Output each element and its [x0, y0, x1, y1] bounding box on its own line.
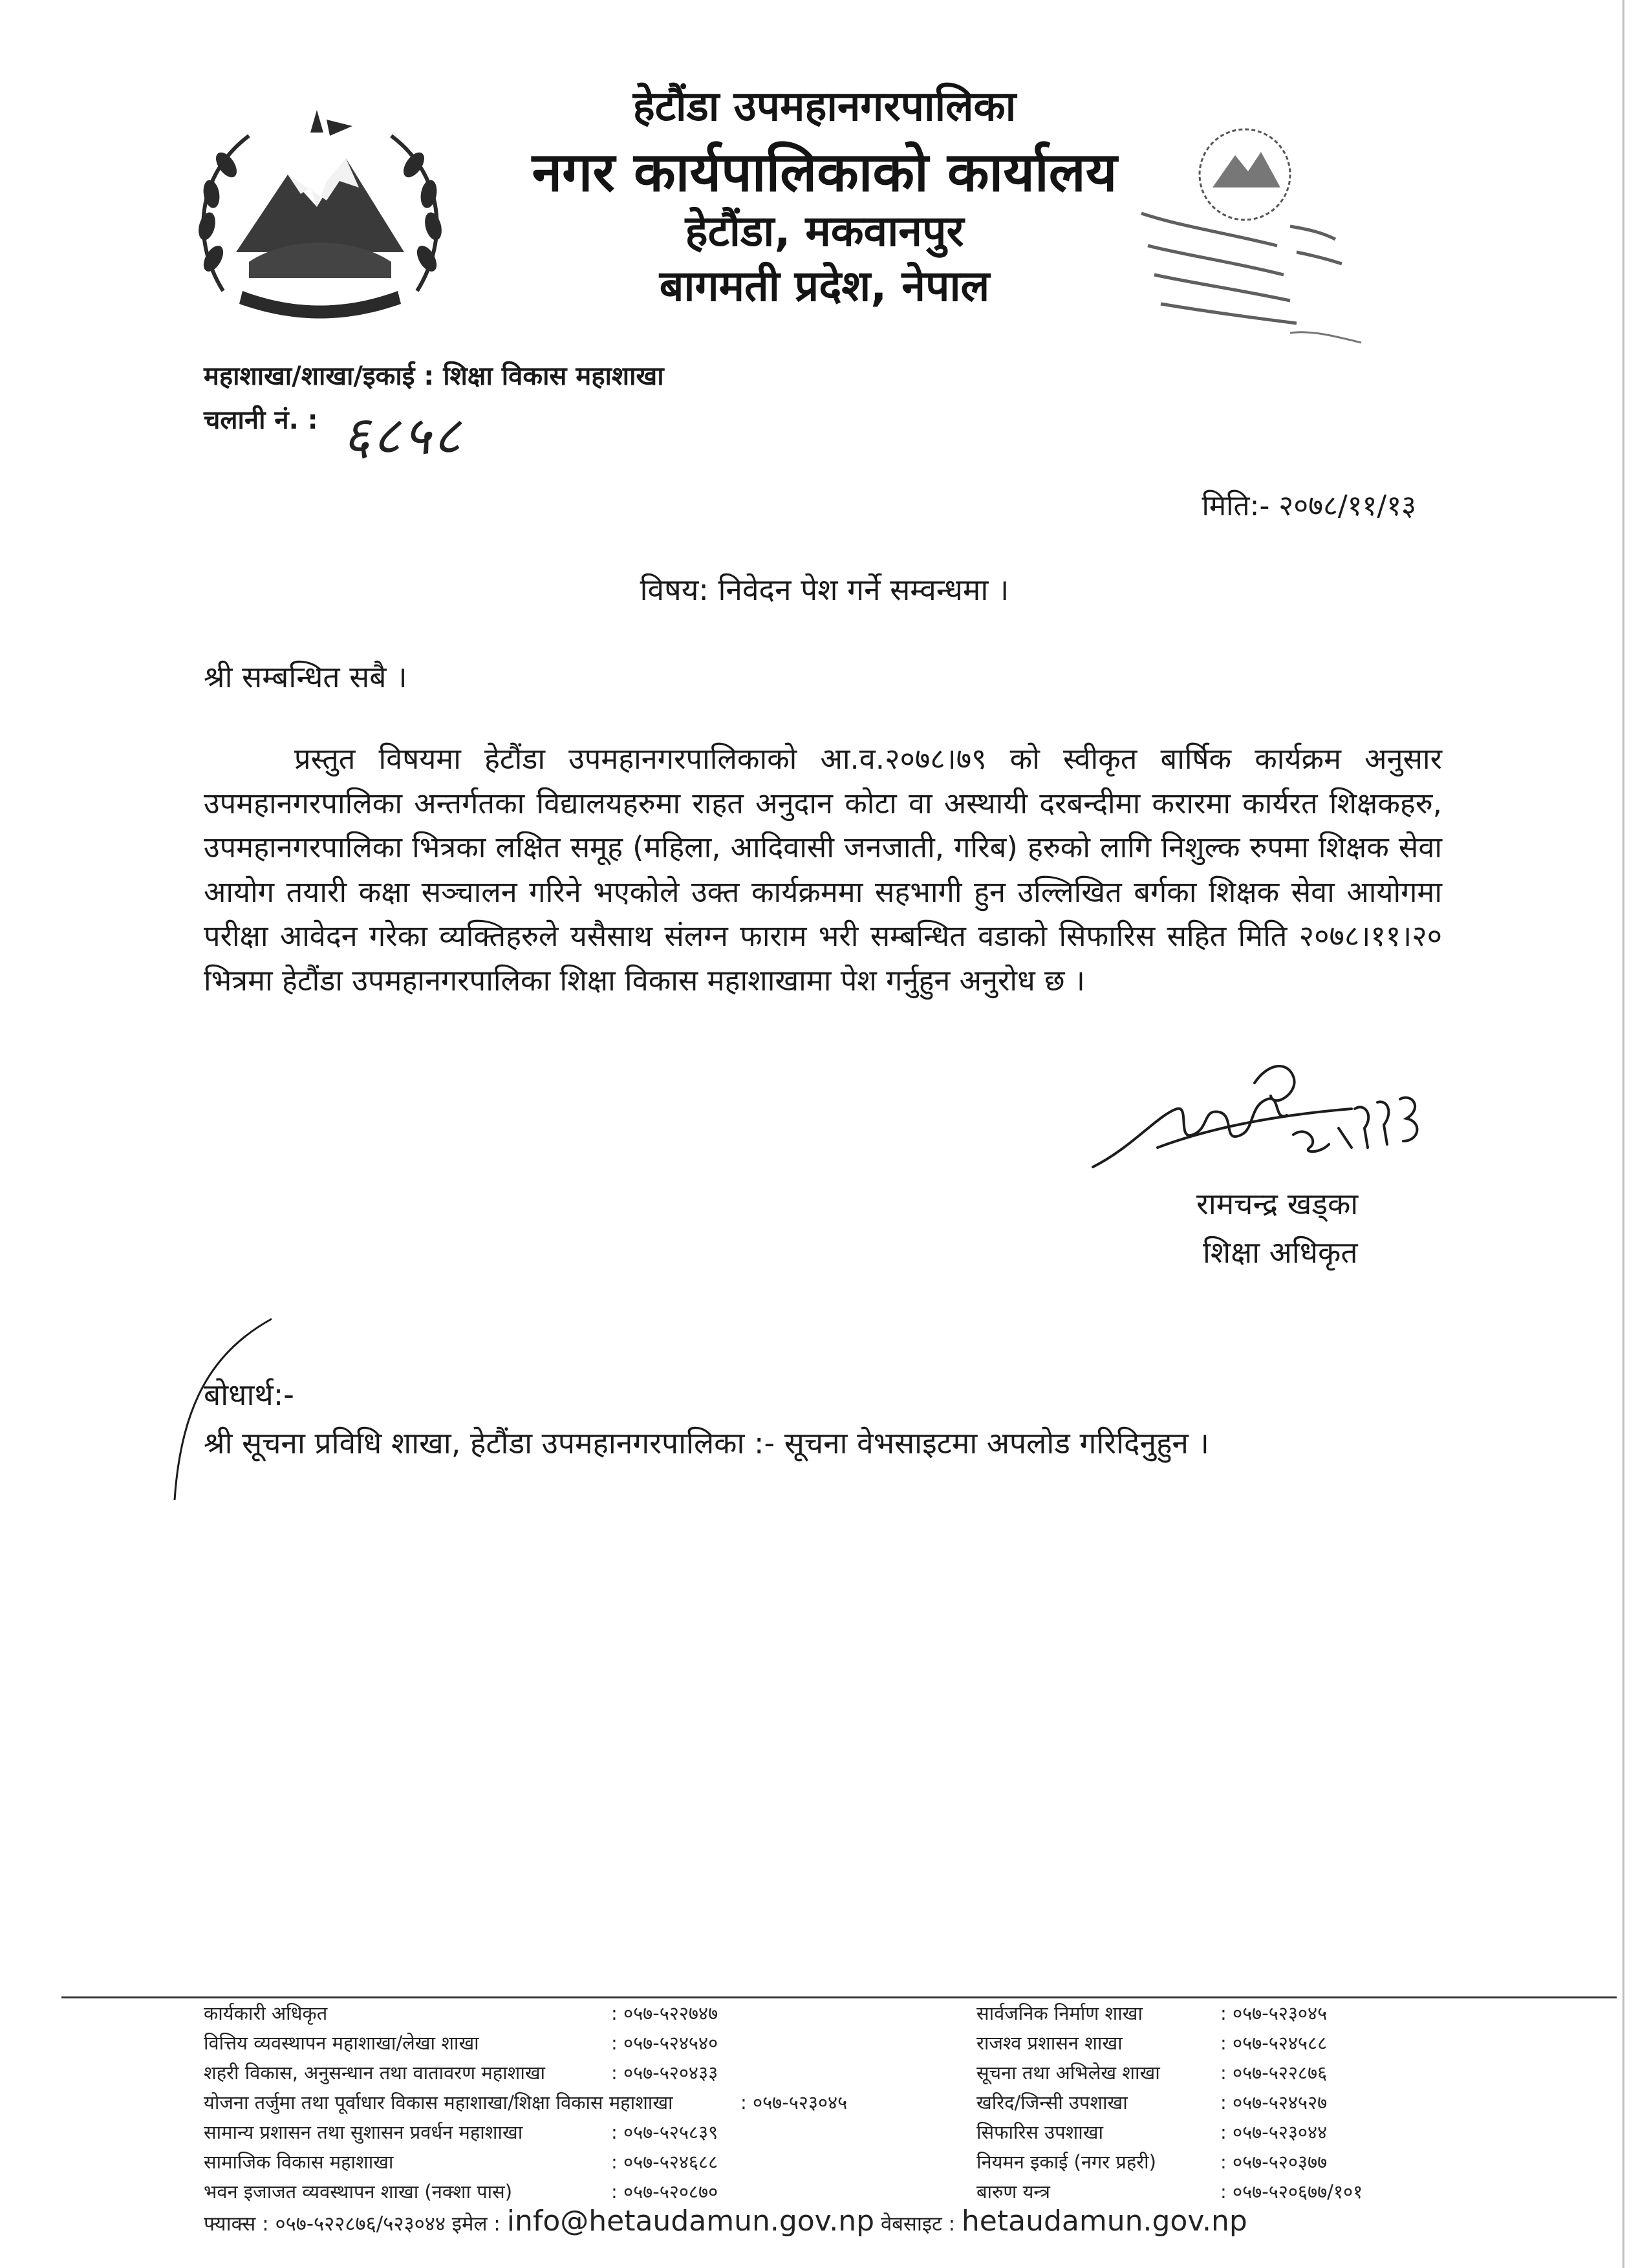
cc-label: बोधार्थ:- [204, 1377, 294, 1412]
branch-line: महाशाखा/शाखा/इकाई : शिक्षा विकास महाशाखा [204, 361, 664, 391]
dispatch-number: ६८५८ [343, 405, 464, 467]
footer-office-phone: : ०५७-५२४६८८ [611, 2151, 718, 2173]
footer-office-name: राजश्व प्रशासन शाखा [976, 2032, 1123, 2054]
footer-office-phone: : ०५७-५२०६७७/१०१ [1220, 2181, 1363, 2203]
email-label: इमेल : [451, 2212, 501, 2236]
office-name-line1: हेटौंडा उपमहानगरपालिका [632, 83, 1017, 131]
letter-subject: विषय: निवेदन पेश गर्ने सम्वन्धमा । [640, 572, 1009, 607]
footer-office-phone: : ०५७-५२३०४५ [1220, 2002, 1328, 2024]
signature-icon [1080, 1038, 1442, 1193]
footer-office-name: कार्यकारी अधिकृत [204, 2002, 328, 2024]
signer-title: शिक्षा अधिकृत [1203, 1235, 1358, 1270]
footer-office-name: शहरी विकास, अनुसन्धान तथा वातावरण महाशाखा [204, 2062, 546, 2084]
footer-office-name: नियमन इकाई (नगर प्रहरी) [976, 2151, 1156, 2173]
footer-office-phone: : ०५७-५२०८७० [611, 2181, 718, 2203]
footer-contact-line [204, 2205, 1247, 2238]
footer-office-phone: : ०५७-५२२८७६ [1220, 2062, 1328, 2084]
footer-row [204, 2030, 1626, 2060]
footer-office-phone: : ०५७-५२५८३९ [611, 2121, 718, 2143]
email-address[interactable]: info@hetaudamun.gov.np [506, 2205, 875, 2238]
website-link[interactable]: hetaudamun.gov.np [961, 2205, 1247, 2238]
letter-salutation: श्री सम्बन्धित सबै । [204, 659, 407, 694]
footer-office-phone: : ०५७-५२४५४० [611, 2032, 718, 2054]
office-stamp-icon [1128, 116, 1387, 349]
signer-name: रामचन्द्र खड्का [1196, 1186, 1359, 1221]
footer-office-phone: : ०५७-५२२७४७ [611, 2002, 718, 2024]
footer-divider [61, 1996, 1617, 1998]
dispatch-label: चलानी नं. : [204, 405, 318, 435]
scan-edge-line [1622, 0, 1624, 2268]
office-address-line1: हेटौंडा, मकवानपुर [685, 206, 964, 256]
footer-row [204, 2149, 1626, 2179]
footer-office-name: सूचना तथा अभिलेख शाखा [976, 2062, 1160, 2084]
footer-row [204, 2119, 1626, 2149]
footer-office-name: सिफारिस उपशाखा [976, 2121, 1104, 2143]
office-name-line2: नगर कार्यपालिकाको कार्यालय [532, 140, 1117, 204]
footer-row [204, 2090, 1626, 2119]
footer-office-name: वित्तिय व्यवस्थापन महाशाखा/लेखा शाखा [204, 2032, 479, 2054]
footer-office-name: बारुण यन्त्र [976, 2181, 1050, 2203]
fax-label: फ्याक्स : ०५७-५२२८७६/५२३०४४ [204, 2212, 446, 2236]
footer-office-phone: : ०५७-५२०४३३ [611, 2062, 718, 2084]
footer-office-name: सार्वजनिक निर्माण शाखा [976, 2002, 1143, 2024]
footer-office-phone: : ०५७-५२४५८८ [1220, 2032, 1328, 2054]
footer-office-name: खरिद/जिन्सी उपशाखा [976, 2091, 1128, 2113]
footer-office-name: योजना तर्जुमा तथा पूर्वाधार विकास महाशाखा/शिक्षा विकास महाशाखा [204, 2091, 673, 2113]
office-address-line2: बागमती प्रदेश, नेपाल [659, 261, 990, 311]
website-label: वेबसाइट : [880, 2212, 956, 2236]
footer-row [204, 2060, 1626, 2090]
letter-body: प्रस्तुत विषयमा हेटौंडा उपमहानगरपालिकाको आ.व.२०७८।७९ को स्वीकृत बार्षिक कार्यक्रम अनुसार उपमहानगरपालिका अन्तर्गतका विद्यालयहरुमा राहत अनुदान कोटा वा अस्थायी दरबन्दीमा करारमा कार्यरत शिक्षकहरु, उपमहानगरपालिका भित्रका लक्षित समूह (महिला, आदिवासी जनजाती, गरिब) हरुको लागि निशुल्क रुपमा शिक्षक सेवा आयोग तयारी कक्षा सञ्चालन गरिने भएकोले उक्त कार्यक्रममा सहभागी हुन उल्लिखित बर्गका शिक्षक सेवा आयोगमा परीक्षा आवेदन गरेका व्यक्तिहरुले यसैसाथ संलग्न फाराम भरी सम्बन्धित वडाको सिफारिस सहित मिति २०७८।११।२० भित्रमा हेटौंडा उपमहानगरपालिका शिक्षा विकास महाशाखामा पेश गर्नुहुन अनुरोध छ । [204, 742, 1442, 998]
footer-office-phone: : ०५७-५२४५२७ [1220, 2091, 1328, 2113]
footer-contact-table [204, 2000, 1626, 2209]
footer-row [204, 2000, 1626, 2030]
letter-date: मिति:- २०७८/११/१३ [1202, 489, 1416, 522]
footer-office-phone: : ०५७-५२०३७७ [1220, 2151, 1328, 2173]
footer-office-name: सामान्य प्रशासन तथा सुशासन प्रवर्धन महाशाखा [204, 2121, 523, 2143]
cc-recipient: श्री सूचना प्रविधि शाखा, हेटौंडा उपमहानगरपालिका :- सूचना वेभसाइटमा अपलोड गरिदिनुहुन । [204, 1426, 1209, 1460]
footer-office-name: भवन इजाजत व्यवस्थापन शाखा (नक्शा पास) [204, 2181, 513, 2203]
footer-office-phone: : ०५७-५२३०४५ [740, 2091, 848, 2113]
footer-office-phone: : ०५७-५२३०४४ [1220, 2121, 1328, 2143]
footer-office-name: सामाजिक विकास महाशाखा [204, 2151, 394, 2173]
